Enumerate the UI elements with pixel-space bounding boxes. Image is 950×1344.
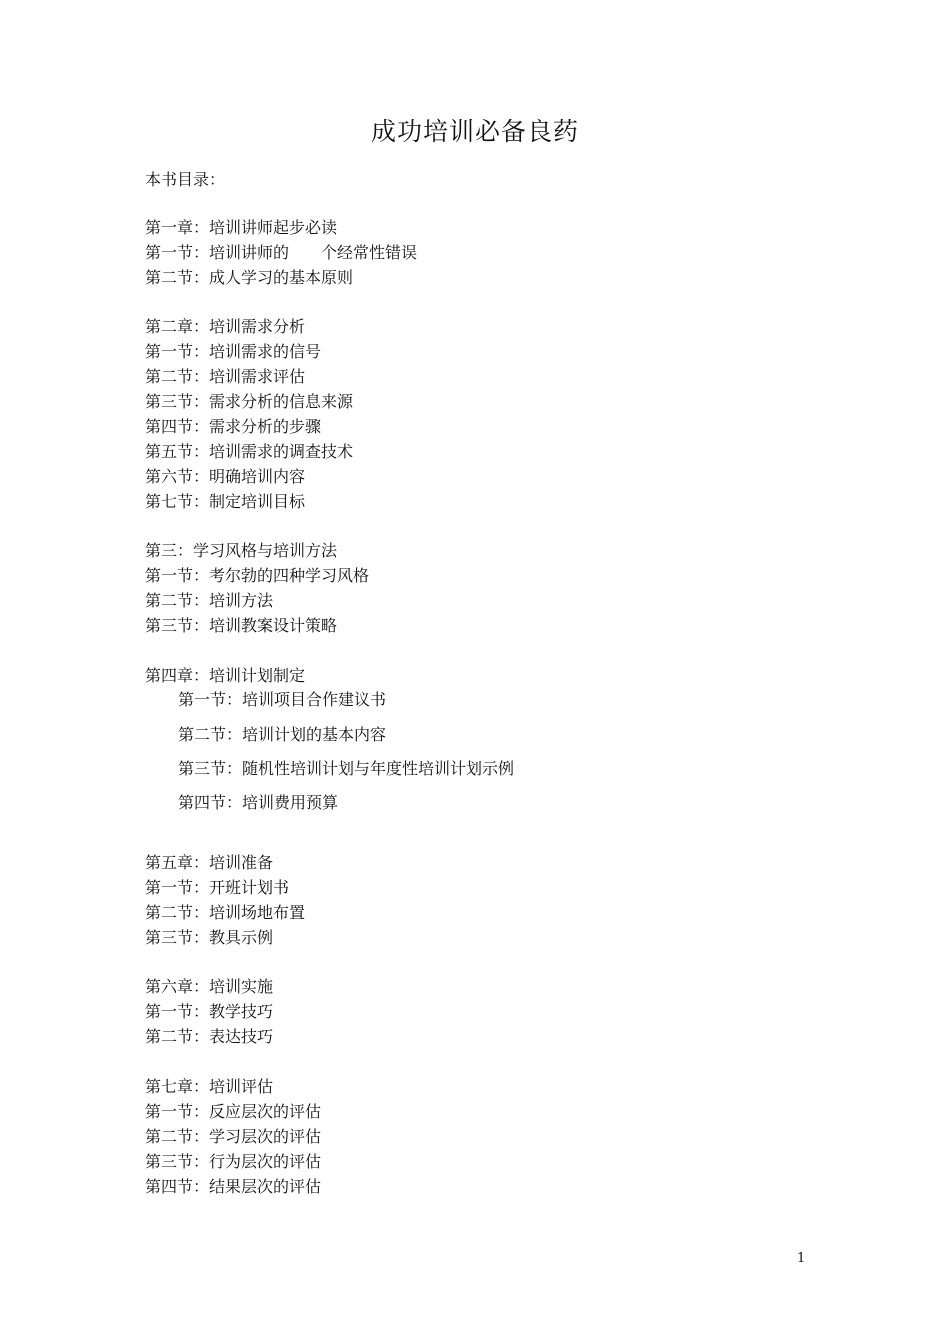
chapter-title: 第三：学习风格与培训方法 xyxy=(145,541,338,560)
section-item: 第一节：培训讲师的 个经常性错误 xyxy=(145,243,418,262)
section-item: 第三节：培训教案设计策略 xyxy=(145,616,338,635)
chapter-title: 第五章：培训准备 xyxy=(145,853,274,872)
section-item: 第二节：成人学习的基本原则 xyxy=(145,268,354,287)
section-item: 第三节：随机性培训计划与年度性培训计划示例 xyxy=(178,759,515,778)
section-item: 第一节：培训需求的信号 xyxy=(145,342,322,361)
page-number: 1 xyxy=(797,1251,806,1266)
section-item: 第一节：教学技巧 xyxy=(145,1002,274,1021)
document-title: 成功培训必备良药 xyxy=(370,117,579,146)
chapter-title: 第六章：培训实施 xyxy=(145,977,274,996)
section-item: 第一节：反应层次的评估 xyxy=(145,1102,322,1121)
section-item: 第七节：制定培训目标 xyxy=(145,492,306,511)
section-item: 第一节：培训项目合作建议书 xyxy=(178,690,387,709)
section-item: 第四节：培训费用预算 xyxy=(178,793,339,812)
section-item: 第四节：需求分析的步骤 xyxy=(145,417,322,436)
section-item: 第四节：结果层次的评估 xyxy=(145,1177,322,1196)
section-item: 第二节：培训需求评估 xyxy=(145,367,306,386)
section-item: 第五节：培训需求的调查技术 xyxy=(145,442,354,461)
section-item: 第三节：需求分析的信息来源 xyxy=(145,392,354,411)
section-item: 第六节：明确培训内容 xyxy=(145,467,306,486)
chapter-title: 第七章：培训评估 xyxy=(145,1077,274,1096)
section-item: 第一节：开班计划书 xyxy=(145,878,290,897)
toc-label: 本书目录： xyxy=(145,170,226,189)
section-item: 第二节：培训计划的基本内容 xyxy=(178,725,387,744)
section-item: 第二节：培训方法 xyxy=(145,591,274,610)
section-item: 第三节：行为层次的评估 xyxy=(145,1152,322,1171)
chapter-title: 第一章：培训讲师起步必读 xyxy=(145,218,338,237)
chapter-title: 第四章：培训计划制定 xyxy=(145,666,306,685)
section-item: 第二节：学习层次的评估 xyxy=(145,1127,322,1146)
section-item: 第一节：考尔勃的四种学习风格 xyxy=(145,566,370,585)
section-item: 第二节：表达技巧 xyxy=(145,1027,274,1046)
section-item: 第二节：培训场地布置 xyxy=(145,903,306,922)
section-item: 第三节：教具示例 xyxy=(145,928,274,947)
chapter-title: 第二章：培训需求分析 xyxy=(145,317,306,336)
